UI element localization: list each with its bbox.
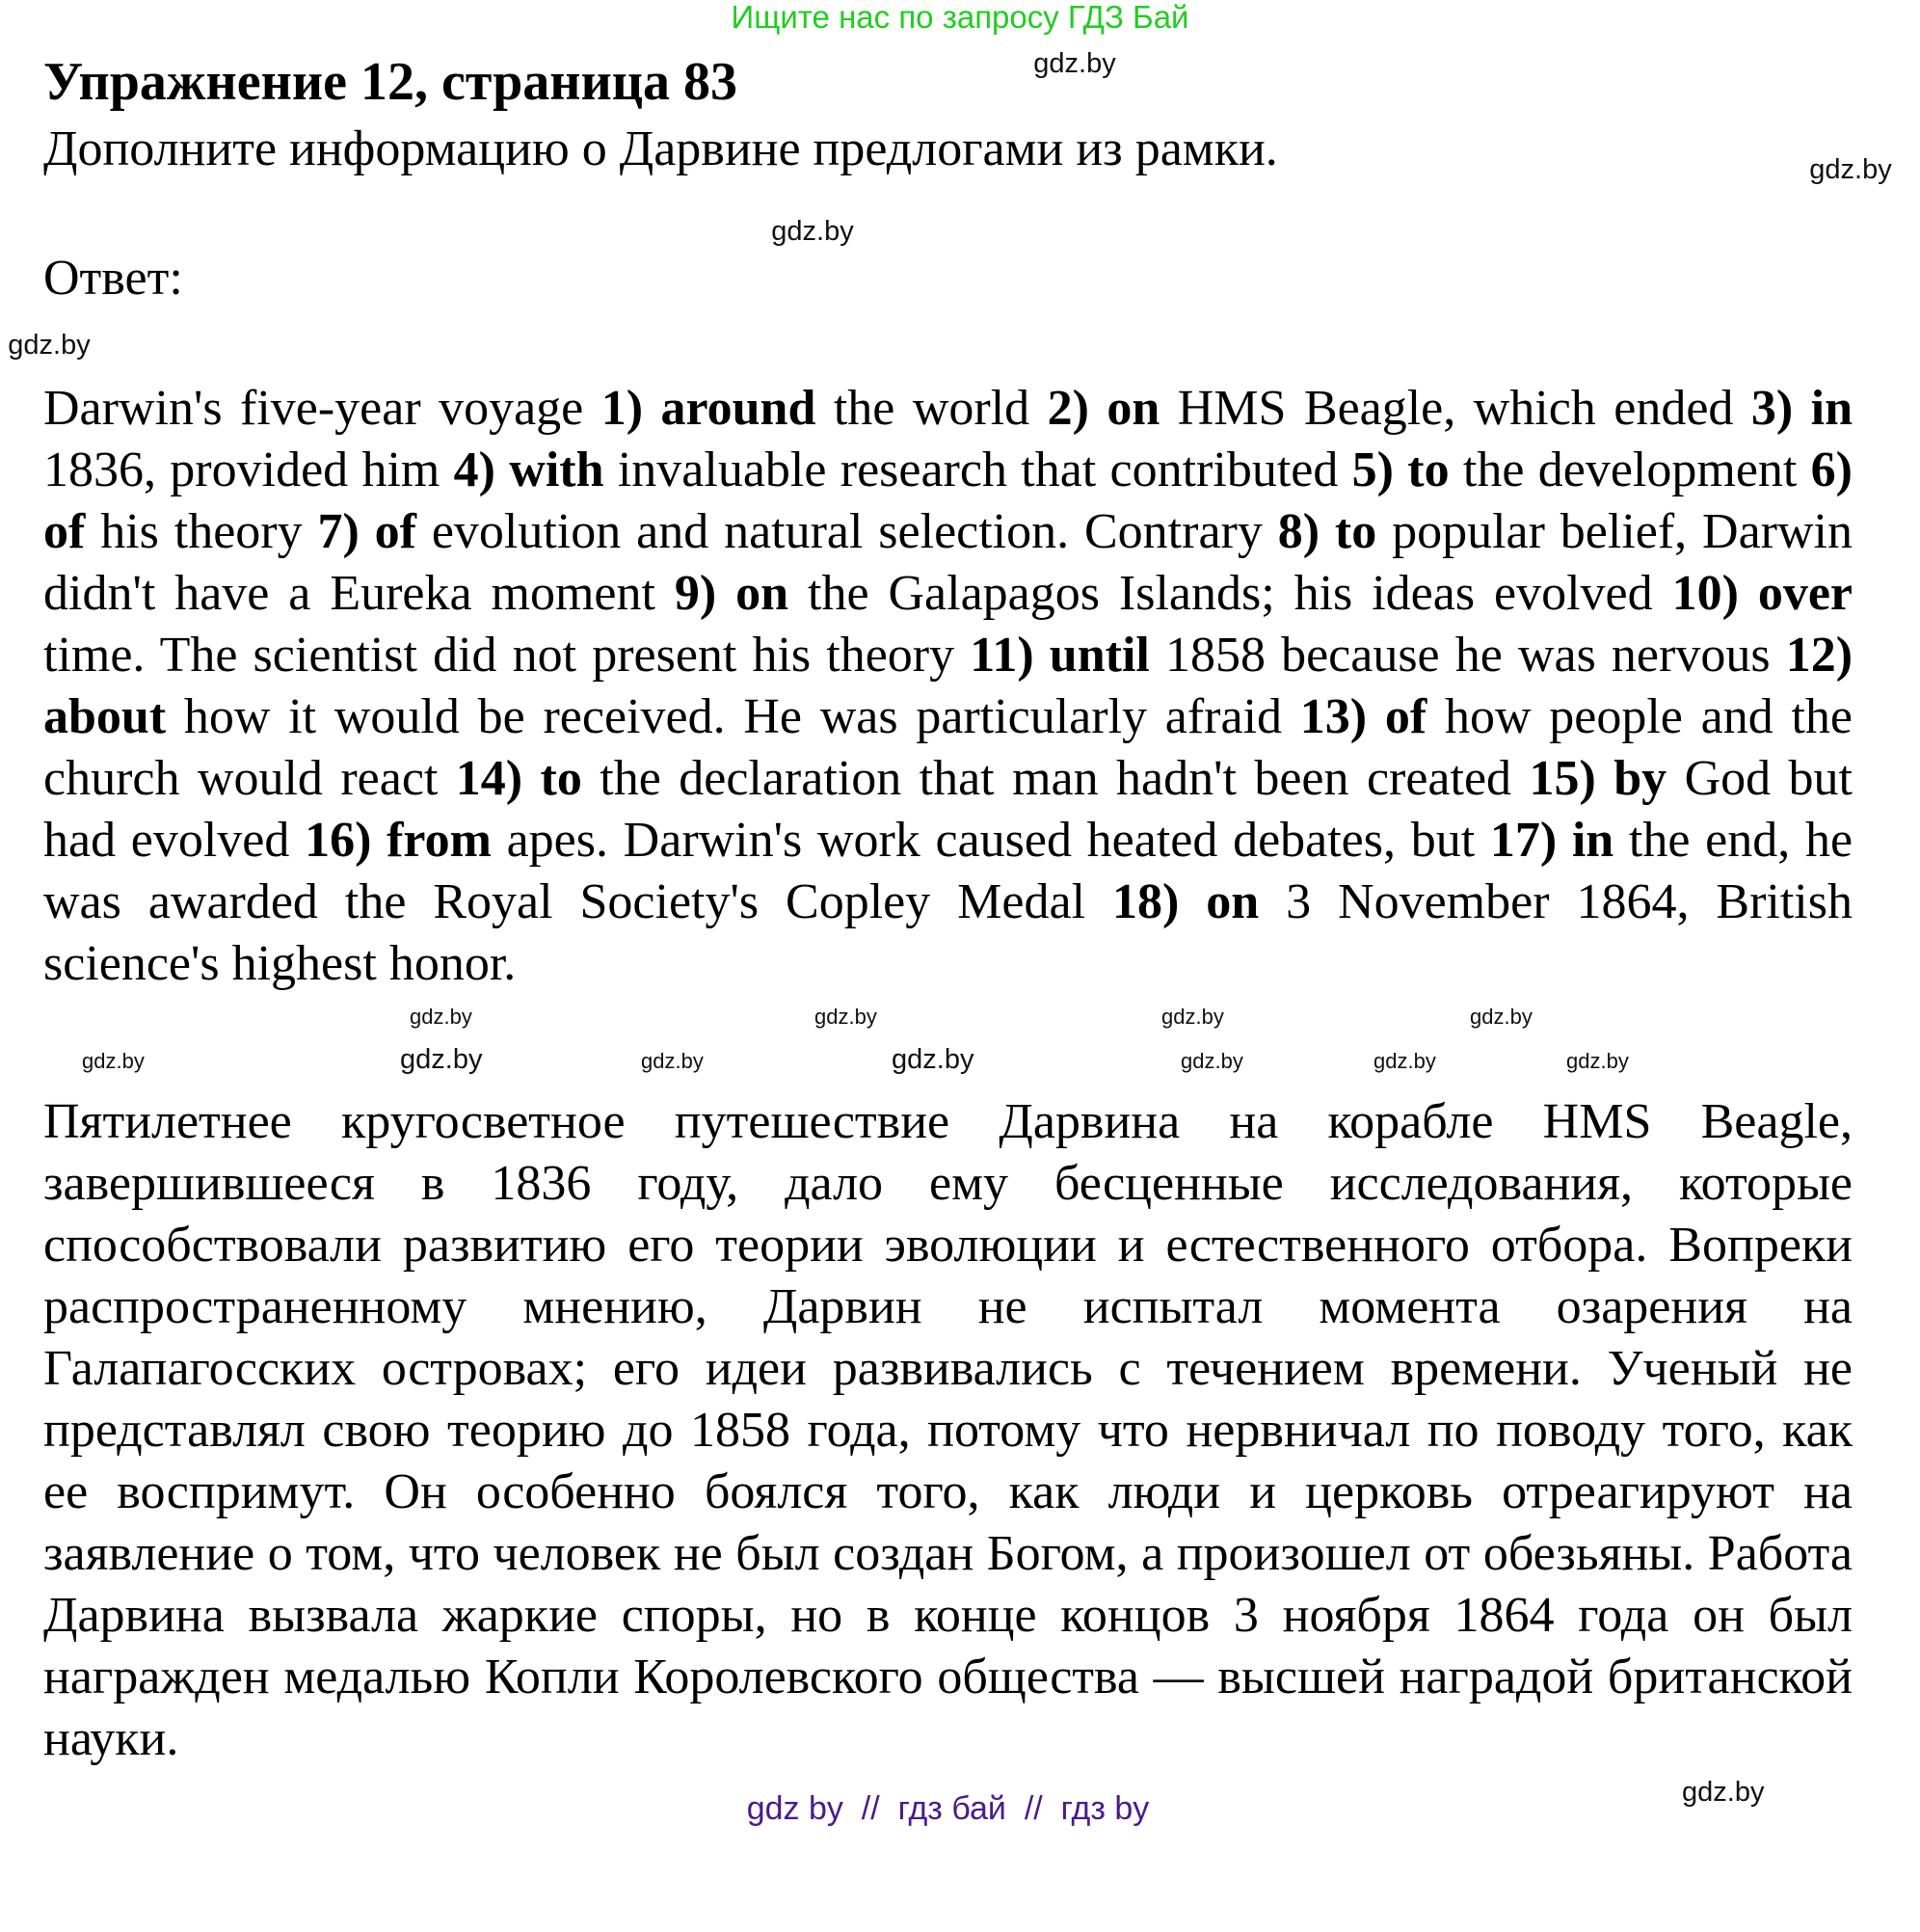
answer-preposition: 11) until [970, 628, 1150, 683]
answer-preposition: 16) from [305, 813, 492, 868]
answer-label: Ответ: [43, 251, 183, 306]
text-segment: HMS Beagle, which ended [1160, 381, 1751, 436]
text-segment: the development [1449, 443, 1811, 497]
watermark: gdz.by [641, 1049, 704, 1073]
answer-preposition: 13) of [1299, 689, 1427, 744]
text-segment: evolution and natural selection. Contrary [415, 504, 1278, 559]
watermark: gdz.by [400, 1044, 483, 1075]
answer-preposition: 9) on [674, 566, 789, 621]
text-segment: 1836, provided him [43, 443, 454, 497]
text-segment: invaluable research that contributed [603, 443, 1352, 497]
task-instruction: Дополните информацию о Дарвине предлогами из рамки. [43, 121, 1278, 176]
text-segment: the end, he was awarded the Royal Society's Copley Medal [43, 813, 1853, 929]
answer-content [43, 378, 1853, 1843]
answer-preposition: 14) to [455, 751, 582, 806]
text-segment: the declaration that man hadn't been created [581, 751, 1530, 806]
search-hint-banner: Ищите нас по запросу ГДЗ Бай [731, 0, 1189, 35]
answer-preposition: 4) with [453, 443, 604, 497]
answer-preposition: 3) in [1750, 381, 1853, 436]
answer-preposition: 10) over [1671, 566, 1853, 621]
watermark: gdz.by [1682, 1777, 1765, 1808]
answer-preposition: 18) on [1111, 874, 1260, 929]
watermark: gdz.by [1470, 1005, 1533, 1029]
text-segment: popular belief, Darwin didn't have a Eureka moment [43, 504, 1853, 621]
answer-preposition: 2) on [1047, 381, 1160, 436]
watermark: gdz.by [892, 1044, 974, 1075]
watermark: gdz.by [1809, 154, 1892, 185]
text-segment: time. The scientist did not present his theory [43, 628, 971, 683]
footer-links: gdz by // гдз бай // гдз by [746, 1790, 1150, 1827]
text-segment: 1858 because he was nervous [1149, 628, 1786, 683]
text-segment: apes. Darwin's work caused heated debates, but [491, 813, 1490, 868]
text-segment: the world [815, 381, 1048, 436]
text-segment: Darwin's five-year voyage [43, 381, 601, 436]
watermark: gdz.by [1566, 1049, 1629, 1073]
watermark: gdz.by [1373, 1049, 1436, 1073]
watermark: gdz.by [1161, 1005, 1224, 1029]
answer-preposition: 1) around [600, 381, 816, 436]
answer-preposition: 17) in [1489, 813, 1614, 868]
watermark-gap [43, 995, 1853, 1091]
answer-preposition: 6) of [43, 443, 1853, 559]
answer-preposition: 7) of [317, 504, 416, 559]
watermark: gdz.by [1181, 1049, 1243, 1073]
page-title: Упражнение 12, страница 83 [43, 52, 738, 112]
english-answer-paragraph [43, 378, 1853, 995]
watermark: gdz.by [814, 1005, 877, 1029]
text-segment: how people and the church would react [43, 689, 1853, 806]
answer-preposition: 15) by [1529, 751, 1667, 806]
watermark: gdz.by [771, 216, 854, 247]
answer-preposition: 8) to [1277, 504, 1377, 559]
russian-translation-paragraph: Пятилетнее кругосветное путешествие Дарвина на корабле HMS Beagle, завершившееся в 1836 году, дало ему бесценные исследования, которые способствовали развитию его теории эволюции и естественного отбора. Вопреки распространенному мнению, Дарвин не испытал момента озарения на Галапагосских островах; его идеи развивались с течением времени. Ученый не представлял свою теорию до 1858 года, потому что нервничал по поводу того, как ее воспримут. Он особенно боялся того, как люди и церковь отреагируют на заявление о том, что человек не был создан Богом, а произошел от обезьяны. Работа Дарвина вызвала жаркие споры, но в конце концов 3 ноября 1864 года он был награжден медалью Копли Королевского общества — высшей наградой британской науки. [43, 1094, 1853, 1766]
text-segment: his theory [85, 504, 318, 559]
watermark: gdz.by [1033, 48, 1116, 79]
text-segment: God but had evolved [43, 751, 1853, 868]
answer-preposition: 5) to [1351, 443, 1450, 497]
text-segment: how it would be received. He was particularly afraid [166, 689, 1300, 744]
text-segment: the Galapagos Islands; his ideas evolved [788, 566, 1672, 621]
answer-preposition: 12) about [43, 628, 1853, 744]
watermark: gdz.by [82, 1049, 145, 1073]
watermark: gdz.by [8, 330, 91, 361]
text-segment: 3 November 1864, British science's highest honor. [43, 874, 1853, 991]
watermark: gdz.by [410, 1005, 472, 1029]
page-bottom [43, 1776, 1853, 1843]
